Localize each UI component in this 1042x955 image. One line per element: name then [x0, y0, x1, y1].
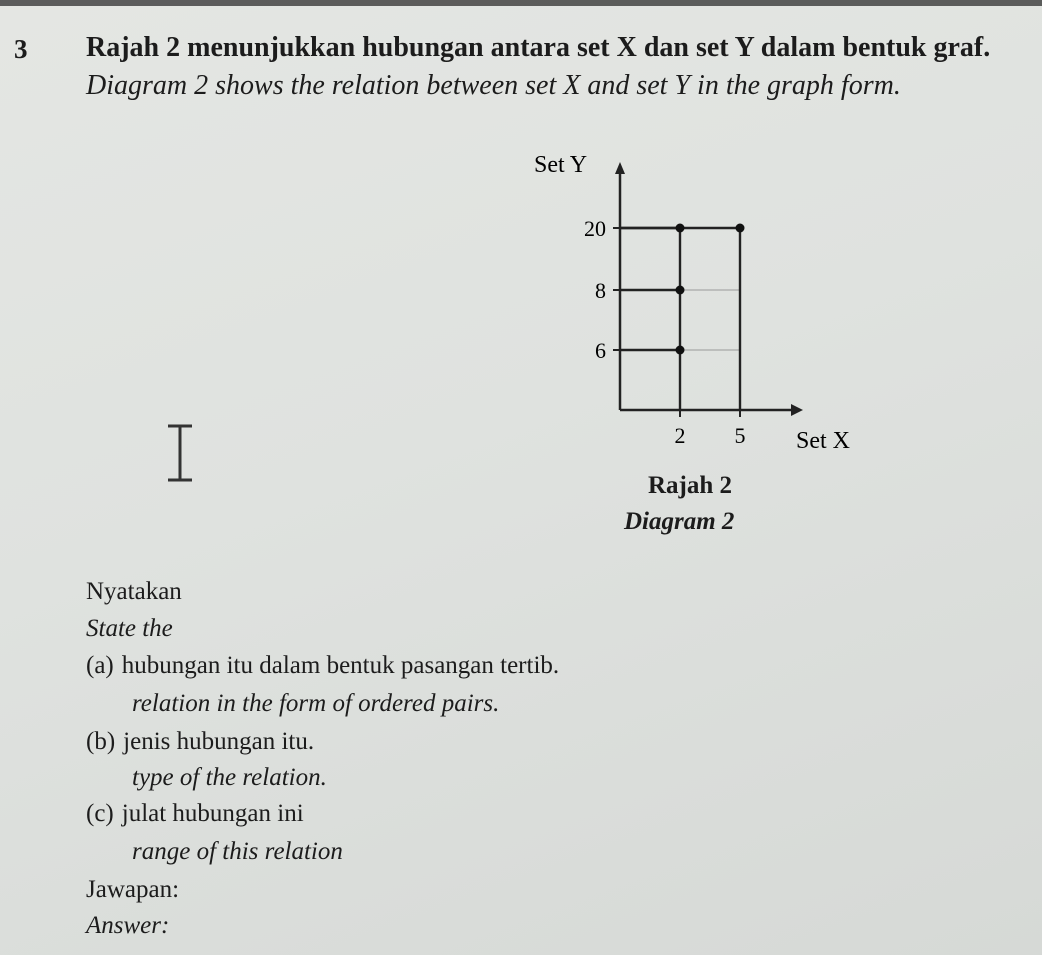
part-b-label: (b) [86, 728, 116, 755]
answer-label-english: Answer: [86, 912, 170, 939]
part-a-text-english: relation in the form of ordered pairs. [132, 690, 500, 717]
instruction-malay: Nyatakan [86, 578, 182, 605]
part-c-malay [86, 800, 304, 828]
question-text-english: Diagram 2 shows the relation between set X and set Y in the graph form. [86, 70, 901, 101]
y-axis-label: Set Y [534, 152, 588, 178]
diagram-caption-english: Diagram 2 [624, 508, 735, 535]
text-cursor-icon [160, 420, 200, 486]
part-a-label: (a) [86, 652, 114, 679]
y-axis-arrow [615, 162, 625, 174]
part-b-text-english: type of the relation. [132, 764, 327, 791]
data-point [736, 224, 745, 233]
x-axis-label: Set X [796, 428, 850, 454]
data-point [676, 286, 685, 295]
diagram-caption-malay: Rajah 2 [648, 472, 733, 499]
answer-label-malay: Jawapan: [86, 876, 180, 903]
x-tick-label: 5 [734, 423, 746, 448]
x-tick-label: 2 [674, 423, 686, 448]
question-text-malay: Rajah 2 menunjukkan hubungan antara set X dan set Y dalam bentuk graf. [86, 32, 991, 63]
part-c-text-english: range of this relation [132, 838, 343, 865]
question-number: 3 [14, 34, 28, 64]
y-tick-label: 8 [595, 278, 606, 303]
y-tick-label: 20 [584, 216, 606, 241]
relation-graph [520, 140, 880, 470]
part-c-text-malay: julat hubungan ini [121, 800, 304, 827]
page-top-edge [0, 0, 1042, 6]
y-tick-label: 6 [595, 338, 606, 363]
part-b-text-malay: jenis hubungan itu. [123, 728, 315, 755]
part-a-malay [86, 652, 559, 680]
part-c-label: (c) [86, 800, 114, 827]
part-b-malay [86, 728, 314, 756]
part-a-text-malay: hubungan itu dalam bentuk pasangan tertib. [121, 652, 560, 679]
x-axis-arrow [791, 404, 803, 416]
data-point [676, 346, 685, 355]
instruction-english: State the [86, 615, 173, 642]
data-point [676, 224, 685, 233]
